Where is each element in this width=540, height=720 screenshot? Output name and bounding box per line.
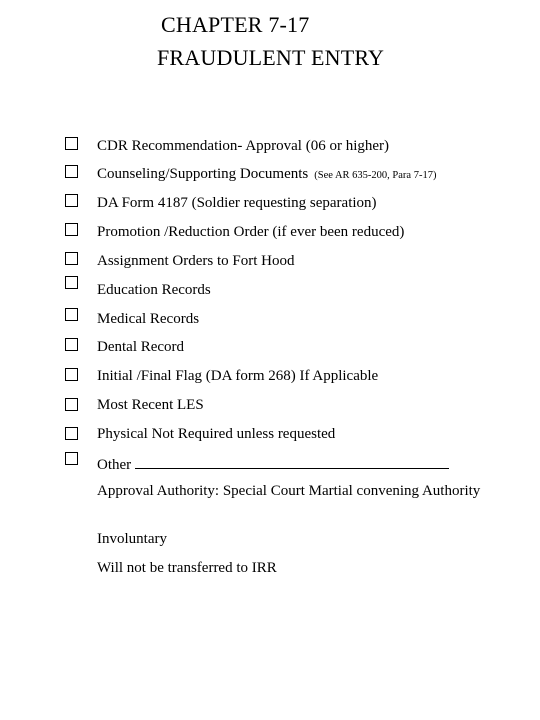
list-item	[0, 425, 540, 449]
chapter-heading: CHAPTER 7-17	[161, 12, 310, 37]
item-label: CDR Recommendation- Approval (06 or higher)	[97, 138, 390, 154]
approval-authority-note: Approval Authority: Special Court Martial convening Authority	[97, 483, 481, 499]
checkbox[interactable]	[65, 276, 78, 289]
item-label: DA Form 4187 (Soldier requesting separation)	[97, 195, 377, 211]
checkbox[interactable]	[65, 398, 78, 411]
list-item	[0, 396, 540, 420]
checkbox[interactable]	[65, 165, 78, 178]
checkbox[interactable]	[65, 137, 78, 150]
item-label: Assignment Orders to Fort Hood	[97, 253, 295, 269]
involuntary-note: Involuntary	[97, 531, 167, 547]
checkbox[interactable]	[65, 452, 78, 465]
list-item	[0, 252, 540, 276]
item-label: Physical Not Required unless requested	[97, 426, 336, 442]
other-blank-line[interactable]	[135, 454, 449, 469]
checkbox[interactable]	[65, 194, 78, 207]
item-label: Promotion /Reduction Order (if ever been reduced)	[97, 224, 405, 240]
item-label: Counseling/Supporting Documents	[97, 166, 309, 182]
list-item	[0, 338, 540, 362]
item-label: Initial /Final Flag (DA form 268) If Applicable	[97, 368, 379, 384]
checkbox[interactable]	[65, 427, 78, 440]
checkbox[interactable]	[65, 308, 78, 321]
item-reference: (See AR 635-200, Para 7-17)	[314, 170, 437, 181]
list-item	[0, 137, 540, 161]
checkbox[interactable]	[65, 252, 78, 265]
list-item	[0, 281, 540, 305]
list-item	[0, 454, 540, 478]
list-item	[0, 367, 540, 391]
item-label: Education Records	[97, 282, 211, 298]
page-title: FRAUDULENT ENTRY	[157, 45, 385, 70]
item-label: Medical Records	[97, 311, 200, 327]
checkbox[interactable]	[65, 223, 78, 236]
list-item	[0, 165, 540, 189]
checkbox[interactable]	[65, 338, 78, 351]
list-item	[0, 194, 540, 218]
item-label: Most Recent LES	[97, 397, 204, 413]
item-label: Other	[97, 457, 132, 473]
item-label: Dental Record	[97, 339, 185, 355]
irr-note: Will not be transferred to IRR	[97, 560, 277, 576]
list-item	[0, 310, 540, 334]
checkbox[interactable]	[65, 368, 78, 381]
list-item	[0, 223, 540, 247]
